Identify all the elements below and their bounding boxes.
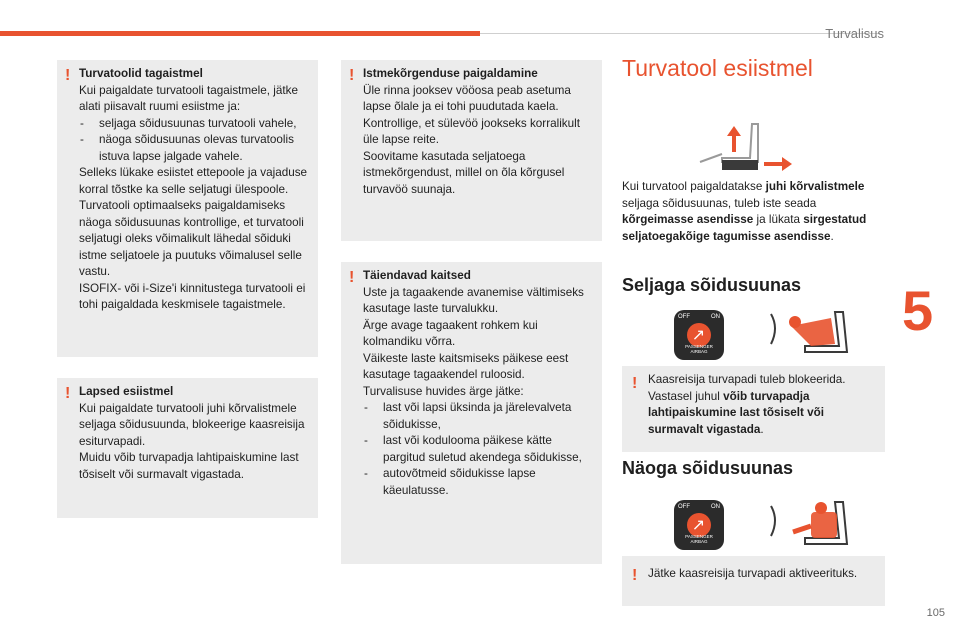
box-text: Kontrollige, et sülevöö jookseks korralikult üle lapse reite. [363,116,580,146]
box-text: Muidu võib turvapadja lahtipaiskumine last tõsiselt või surmavalt vigastada. [79,451,299,481]
warning-emphasis: võib turvapadja lahtipaiskumine last tõsiselt või surmavalt vigastada [648,389,825,436]
warning-box-additional-protection [341,262,602,564]
heading-forward-facing: Näoga sõidusuunas [622,458,794,478]
warning-box-rear-facing [622,366,885,452]
forward-facing-seat-icon [765,498,865,554]
airbag-off-label: OFF [678,504,690,510]
header-rule [480,33,880,34]
box-text: Üle rinna jooksev vööosa peab asetuma lapse õlale ja ei tohi puudutada kaela. [363,83,571,113]
intro-text: Kui turvatool paigaldatakse [622,180,766,193]
page-title: Turvatool esiistmel [622,55,813,81]
warning-text: Jätke kaasreisija turvapadi aktiveerituks. [648,567,858,580]
box-title: Täiendavad kaitsed [363,269,471,282]
box-title: Turvatoolid tagaistmel [79,67,203,80]
airbag-off-icon [674,310,724,360]
airbag-on-label: ON [711,504,720,510]
intro-emphasis: juhi kõrvalistmele [765,180,865,193]
warning-icon: ! [349,67,355,84]
warning-text: . [760,422,764,436]
box-text: Selleks lükake esiistet ettepoole ja vajaduse korral tõstke ka selle seljatugi ülespoole. [79,166,308,196]
list-item: - näoga sõidusuunas olevas turvatoolis istuva lapse jalgade vahele. [79,132,312,165]
box-text: ISOFIX- või i-Size'i kinnitustega turvatooli ei tohi paigaldada keskmisele tagaistmele. [79,281,306,311]
warning-box-rear-seats [57,60,318,357]
warning-icon: ! [349,269,355,286]
airbag-on-label: ON [711,314,720,320]
intro-text: seljaga sõidusuunas, tuleb iste seada [622,196,817,210]
intro-emphasis: kõrgeimasse asendisse [622,213,754,226]
warning-icon: ! [632,567,638,584]
box-text: Soovitame kasutada seljatoega istmekõrgendust, millel on õla kõrgusel turvavöö suunaja. [363,149,565,196]
rear-facing-seat-icon [765,308,865,364]
warning-icon: ! [632,375,638,392]
warning-icon: ! [65,385,71,402]
header-accent-bar [0,31,480,36]
box-title: Lapsed esiistmel [79,385,174,398]
heading-rear-facing: Seljaga sõidusuunas [622,275,802,295]
warning-text: Kaasreisija turvapadi tuleb blokeerida. Vastasel juhul [648,373,846,403]
box-text: Uste ja tagaakende avanemise vältimiseks kasutage laste turvalukku. [363,285,584,315]
box-text: Turvalisuse huvides ärge jätke: [363,384,524,398]
warning-box-booster [341,60,602,241]
box-text: Kui paigaldate turvatooli juhi kõrvalistmele seljaga sõidusuunda, blokeerige kaasreisija esiturvapadi. [79,401,305,448]
airbag-label: PASSENGER AIRBAG [685,534,713,544]
section-title: Turvalisus [825,26,884,41]
bullet-list [79,116,312,166]
warning-box-children-front [57,378,318,518]
page-number: 105 [926,607,945,619]
box-text: Ärge avage tagaakent rohkem kui kolmandiku võrra. [363,318,538,348]
warning-box-forward-facing [622,556,885,606]
box-text: Kui paigaldate turvatooli tagaistmele, jätke alati piisavalt ruumi esiistme ja: [79,83,298,113]
intro-emphasis: sirgestatud seljatoegakõige tagumisse asendisse [622,213,867,243]
bullet-list [363,400,596,499]
front-seat-intro [622,179,890,245]
list-item: - last või koduloomа päikese kätte pargitud suletud akendega sõidukisse, [363,433,596,466]
airbag-off-label: OFF [678,314,690,320]
seat-adjust-illustration [692,118,802,174]
box-text: Turvatooli optimaalseks paigaldamiseks näoga sõidusuunas kontrollige, et turvatooli seljatugi oleks võimalikult lähedal sõiduki istme seljatoele ja puutuks võimalusel selle vastu. [79,199,304,278]
box-title: Istmekõrgenduse paigaldamine [363,67,538,80]
airbag-arrow-icon: ↗ [691,327,706,344]
airbag-arrow-icon: ↗ [691,517,706,534]
list-item: - last või lapsi üksinda ja järelevalveta sõidukisse, [363,400,596,433]
box-text: Väikeste laste kaitsmiseks päikese eest kasutage tagaakendel ruloosid. [363,351,569,381]
airbag-label: PASSENGER AIRBAG [685,344,713,354]
intro-text: . [830,229,834,243]
list-item: - seljaga sõidusuunas turvatooli vahele, [79,116,312,133]
chapter-number: 5 [902,279,934,342]
warning-icon: ! [65,67,71,84]
intro-text: ja lükata [753,213,804,226]
airbag-on-icon [674,500,724,550]
list-item: - autovõtmeid sõidukisse lapse käeulatusse. [363,466,596,499]
